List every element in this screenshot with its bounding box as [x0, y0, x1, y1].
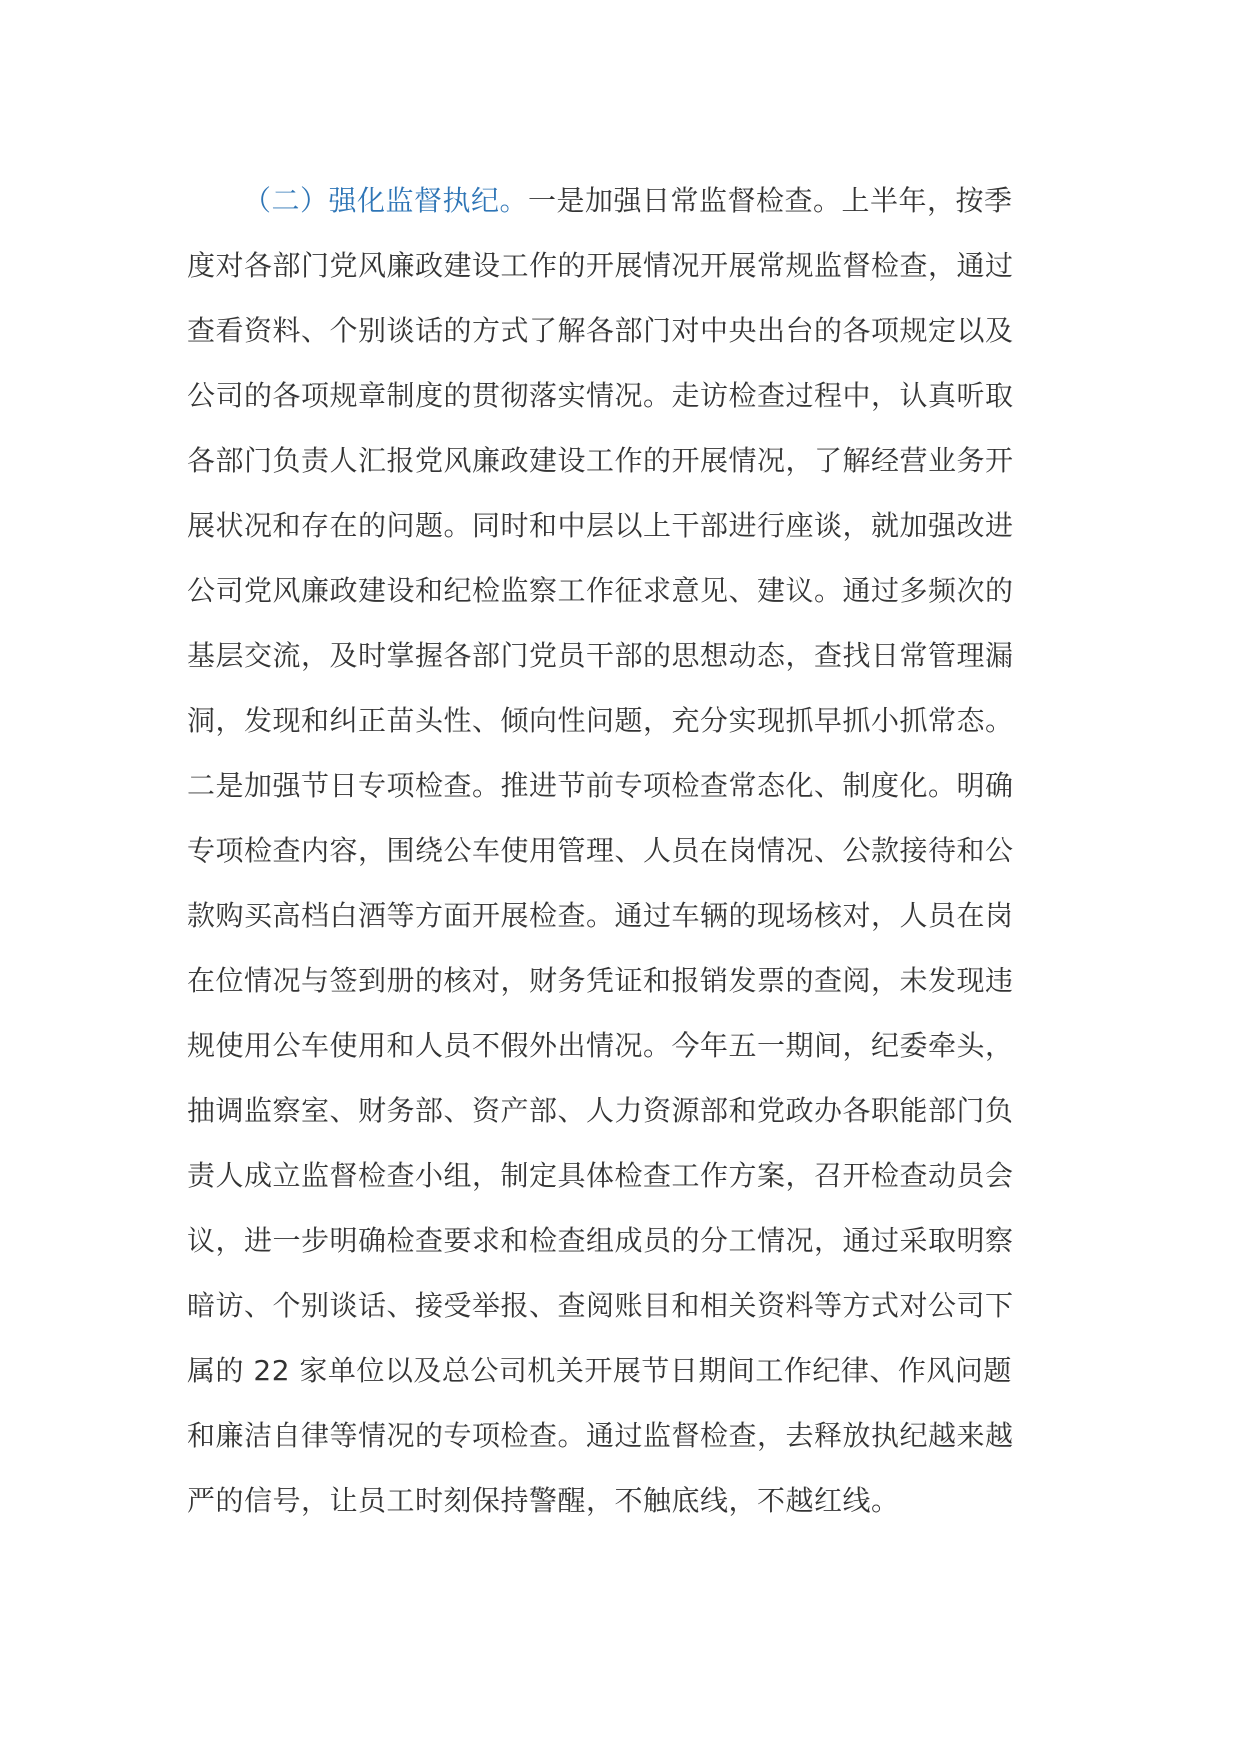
paragraph-line: 抽调监察室、财务部、资产部、人力资源部和党政办各职能部门负	[187, 1094, 1014, 1127]
paragraph-line: 公司的各项规章制度的贯彻落实情况。走访检查过程中，认真听取	[187, 379, 1014, 412]
paragraph-line: 款购买高档白酒等方面开展检查。通过车辆的现场核对，人员在岗	[187, 899, 1014, 932]
paragraph-line: 暗访、个别谈话、接受举报、查阅账目和相关资料等方式对公司下	[187, 1289, 1014, 1322]
paragraph-line: 各部门负责人汇报党风廉政建设工作的开展情况，了解经营业务开	[187, 444, 1014, 477]
line-text: 一是加强日常监督检查。上半年，按季	[528, 184, 1013, 217]
paragraph-line: 查看资料、个别谈话的方式了解各部门对中央出台的各项规定以及	[187, 314, 1014, 347]
paragraph-line: 基层交流，及时掌握各部门党员干部的思想动态，查找日常管理漏	[187, 639, 1014, 672]
paragraph-line: 严的信号，让员工时刻保持警醒，不触底线，不越红线。	[187, 1484, 900, 1517]
paragraph-line: 规使用公车使用和人员不假外出情况。今年五一期间，纪委牵头，	[187, 1029, 1014, 1062]
paragraph-supervision	[187, 168, 1057, 1533]
paragraph-line: 在位情况与签到册的核对，财务凭证和报销发票的查阅，未发现违	[187, 964, 1014, 997]
paragraph-line: 度对各部门党风廉政建设工作的开展情况开展常规监督检查，通过	[187, 249, 1014, 282]
paragraph-line: 二是加强节日专项检查。推进节前专项检查常态化、制度化。明确	[187, 769, 1014, 802]
paragraph-line: 专项检查内容，围绕公车使用管理、人员在岗情况、公款接待和公	[187, 834, 1014, 867]
paragraph-line: 洞，发现和纠正苗头性、倾向性问题，充分实现抓早抓小抓常态。	[187, 704, 1014, 737]
paragraph-line	[187, 168, 1057, 233]
paragraph-line: 和廉洁自律等情况的专项检查。通过监督检查，去释放执纪越来越	[187, 1419, 1014, 1452]
paragraph-line: 展状况和存在的问题。同时和中层以上干部进行座谈，就加强改进	[187, 509, 1014, 542]
paragraph-line: 公司党风廉政建设和纪检监察工作征求意见、建议。通过多频次的	[187, 574, 1014, 607]
paragraph-line: 责人成立监督检查小组，制定具体检查工作方案，召开检查动员会	[187, 1159, 1014, 1192]
paragraph-line: 属的 22 家单位以及总公司机关开展节日期间工作纪律、作风问题	[187, 1354, 1012, 1387]
section-heading: （二）强化监督执纪。	[243, 184, 529, 217]
paragraph-line: 议，进一步明确检查要求和检查组成员的分工情况，通过采取明察	[187, 1224, 1014, 1257]
